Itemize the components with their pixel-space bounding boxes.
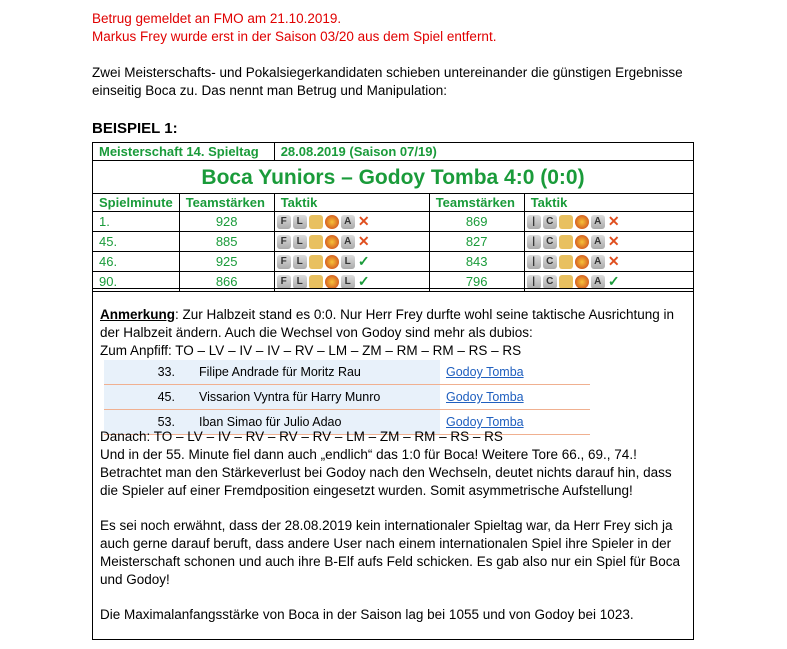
- key-icon: [559, 215, 573, 229]
- sub-minute: 53.: [104, 410, 185, 435]
- gauge-icon: [575, 235, 589, 249]
- formation-icon: |: [527, 255, 541, 269]
- note-p5: auch gerne darauf beruft, dass andere User nach einem internationalen Spiel ihre Spieler in der: [100, 536, 672, 551]
- minute-cell: 90.: [93, 272, 180, 292]
- cross-icon: ✕: [607, 253, 620, 269]
- minute-cell: 46.: [93, 252, 180, 272]
- date-cell: 28.08.2019 (Saison 07/19): [274, 143, 693, 161]
- home-strength-cell: 885: [179, 232, 274, 252]
- fraud-notice-line1: Betrug gemeldet an FMO am 21.10.2019.: [92, 11, 342, 26]
- formation-icon: F: [277, 215, 291, 229]
- away-strength-cell: 827: [429, 232, 524, 252]
- cross-icon: ✕: [357, 233, 370, 249]
- intro-line1: Zwei Meisterschafts- und Pokalsiegerkandidaten schieben untereinander die günstigen Ergebnisse: [92, 65, 683, 80]
- note-text1: : Zur Halbzeit stand es 0:0. Nur Herr Frey durfte wohl seine taktische Ausrichtung in: [175, 307, 674, 322]
- note-p2: Betrachtet man den Stärkeverlust bei Godoy nach den Wechseln, deutet nichts darauf hin, dass: [100, 465, 672, 480]
- note-line1: [100, 306, 674, 324]
- sub-text: Vissarion Vyntra für Harry Munro: [185, 385, 440, 410]
- long-ball-icon: L: [341, 275, 355, 289]
- gauge-icon: [575, 215, 589, 229]
- note-p3: die Spieler auf einer Fremdposition eingesetzt wurden. Somit asymmetrische Aufstellung!: [100, 483, 633, 498]
- line-icon: L: [293, 255, 307, 269]
- table-row: [93, 212, 694, 232]
- gauge-icon: [325, 215, 339, 229]
- away-strength-cell: 843: [429, 252, 524, 272]
- sub-team-link[interactable]: Godoy Tomba: [440, 360, 590, 385]
- sub-team-link[interactable]: Godoy Tomba: [440, 410, 590, 435]
- competition-cell: Meisterschaft 14. Spieltag: [93, 143, 275, 161]
- gauge-icon: [325, 255, 339, 269]
- match-title: Boca Yuniors – Godoy Tomba 4:0 (0:0): [93, 161, 694, 194]
- table-row: [93, 252, 694, 272]
- note-p8: Die Maximalanfangsstärke von Boca in der Saison lag bei 1055 und von Godoy bei 1023.: [100, 607, 634, 622]
- away-tactic-icons: [524, 232, 693, 252]
- note-p7: und Godoy!: [100, 572, 170, 587]
- gauge-icon: [575, 255, 589, 269]
- home-strength-cell: 866: [179, 272, 274, 292]
- gauge-icon: [325, 235, 339, 249]
- away-tactic-icons: [524, 212, 693, 232]
- intro-line2: einseitig Boca zu. Das nennt man Betrug und Manipulation:: [92, 83, 447, 98]
- formation-icon: F: [277, 235, 291, 249]
- after-lineup: Danach: TO – LV – IV – RV – RV – RV – LM – ZM – RM – RS – RS: [100, 429, 503, 444]
- sub-team-link[interactable]: Godoy Tomba: [440, 385, 590, 410]
- example-heading: BEISPIEL 1:: [92, 120, 178, 137]
- note-p4: Es sei noch erwähnt, dass der 28.08.2019 kein internationaler Spieltag war, da Herr Frey sich ja: [100, 518, 673, 533]
- formation-icon: F: [277, 275, 291, 289]
- fraud-notice-line2: Markus Frey wurde erst in der Saison 03/20 aus dem Spiel entfernt.: [92, 29, 497, 44]
- home-strength-cell: 928: [179, 212, 274, 232]
- check-icon: ✓: [357, 253, 370, 269]
- note-label: Anmerkung: [100, 307, 176, 322]
- counter-icon: C: [543, 275, 557, 289]
- cross-icon: ✕: [607, 213, 620, 229]
- counter-icon: C: [543, 215, 557, 229]
- attack-icon: A: [341, 235, 355, 249]
- attack-icon: A: [341, 215, 355, 229]
- formation-icon: |: [527, 235, 541, 249]
- counter-icon: C: [543, 235, 557, 249]
- key-icon: [559, 235, 573, 249]
- minute-cell: 1.: [93, 212, 180, 232]
- long-ball-icon: L: [341, 255, 355, 269]
- line-icon: L: [293, 235, 307, 249]
- table-row: [104, 385, 590, 410]
- note-line2: der Halbzeit ändern. Auch die Wechsel von Godoy sind mehr als dubios:: [100, 325, 533, 340]
- attack-icon: A: [591, 215, 605, 229]
- table-row: [93, 232, 694, 252]
- attack-icon: A: [591, 255, 605, 269]
- attack-icon: A: [591, 275, 605, 289]
- home-tactic-icons: [274, 212, 429, 232]
- attack-icon: A: [591, 235, 605, 249]
- sub-minute: 45.: [104, 385, 185, 410]
- home-strength-cell: 925: [179, 252, 274, 272]
- cross-icon: ✕: [607, 233, 620, 249]
- sub-text: Filipe Andrade für Moritz Rau: [185, 360, 440, 385]
- counter-icon: C: [543, 255, 557, 269]
- kickoff-lineup: Zum Anpfiff: TO – LV – IV – IV – RV – LM – ZM – RM – RM – RS – RS: [100, 343, 522, 358]
- check-icon: ✓: [357, 273, 370, 289]
- col-away-strength: Teamstärken: [429, 194, 524, 212]
- formation-icon: |: [527, 215, 541, 229]
- table-row: [104, 360, 590, 385]
- home-tactic-icons: [274, 232, 429, 252]
- away-strength-cell: 869: [429, 212, 524, 232]
- line-icon: L: [293, 215, 307, 229]
- note-p1: Und in der 55. Minute fiel dann auch „endlich“ das 1:0 für Boca! Weitere Tore 66., 69., 74.!: [100, 447, 637, 462]
- col-away-tactic: Taktik: [524, 194, 693, 212]
- note-p6: Meisterschaft schonen und auch ihre B-Elf aufs Feld schicken. Es gab also nur ein Spiel für Boca: [100, 554, 681, 569]
- away-strength-cell: 796: [429, 272, 524, 292]
- key-icon: [559, 255, 573, 269]
- sub-minute: 33.: [104, 360, 185, 385]
- key-icon: [309, 215, 323, 229]
- sub-text: Iban Simao für Julio Adao: [185, 410, 440, 435]
- minute-cell: 45.: [93, 232, 180, 252]
- line-icon: L: [293, 275, 307, 289]
- formation-icon: F: [277, 255, 291, 269]
- formation-icon: |: [527, 275, 541, 289]
- cross-icon: ✕: [357, 213, 370, 229]
- key-icon: [309, 275, 323, 289]
- gauge-icon: [325, 275, 339, 289]
- home-tactic-icons: [274, 252, 429, 272]
- key-icon: [309, 235, 323, 249]
- substitutions-table: [104, 360, 590, 435]
- match-table: [92, 142, 694, 292]
- away-tactic-icons: [524, 252, 693, 272]
- check-icon: ✓: [607, 273, 620, 289]
- col-home-tactic: Taktik: [274, 194, 429, 212]
- gauge-icon: [575, 275, 589, 289]
- key-icon: [559, 275, 573, 289]
- col-minute: Spielminute: [93, 194, 180, 212]
- key-icon: [309, 255, 323, 269]
- col-home-strength: Teamstärken: [179, 194, 274, 212]
